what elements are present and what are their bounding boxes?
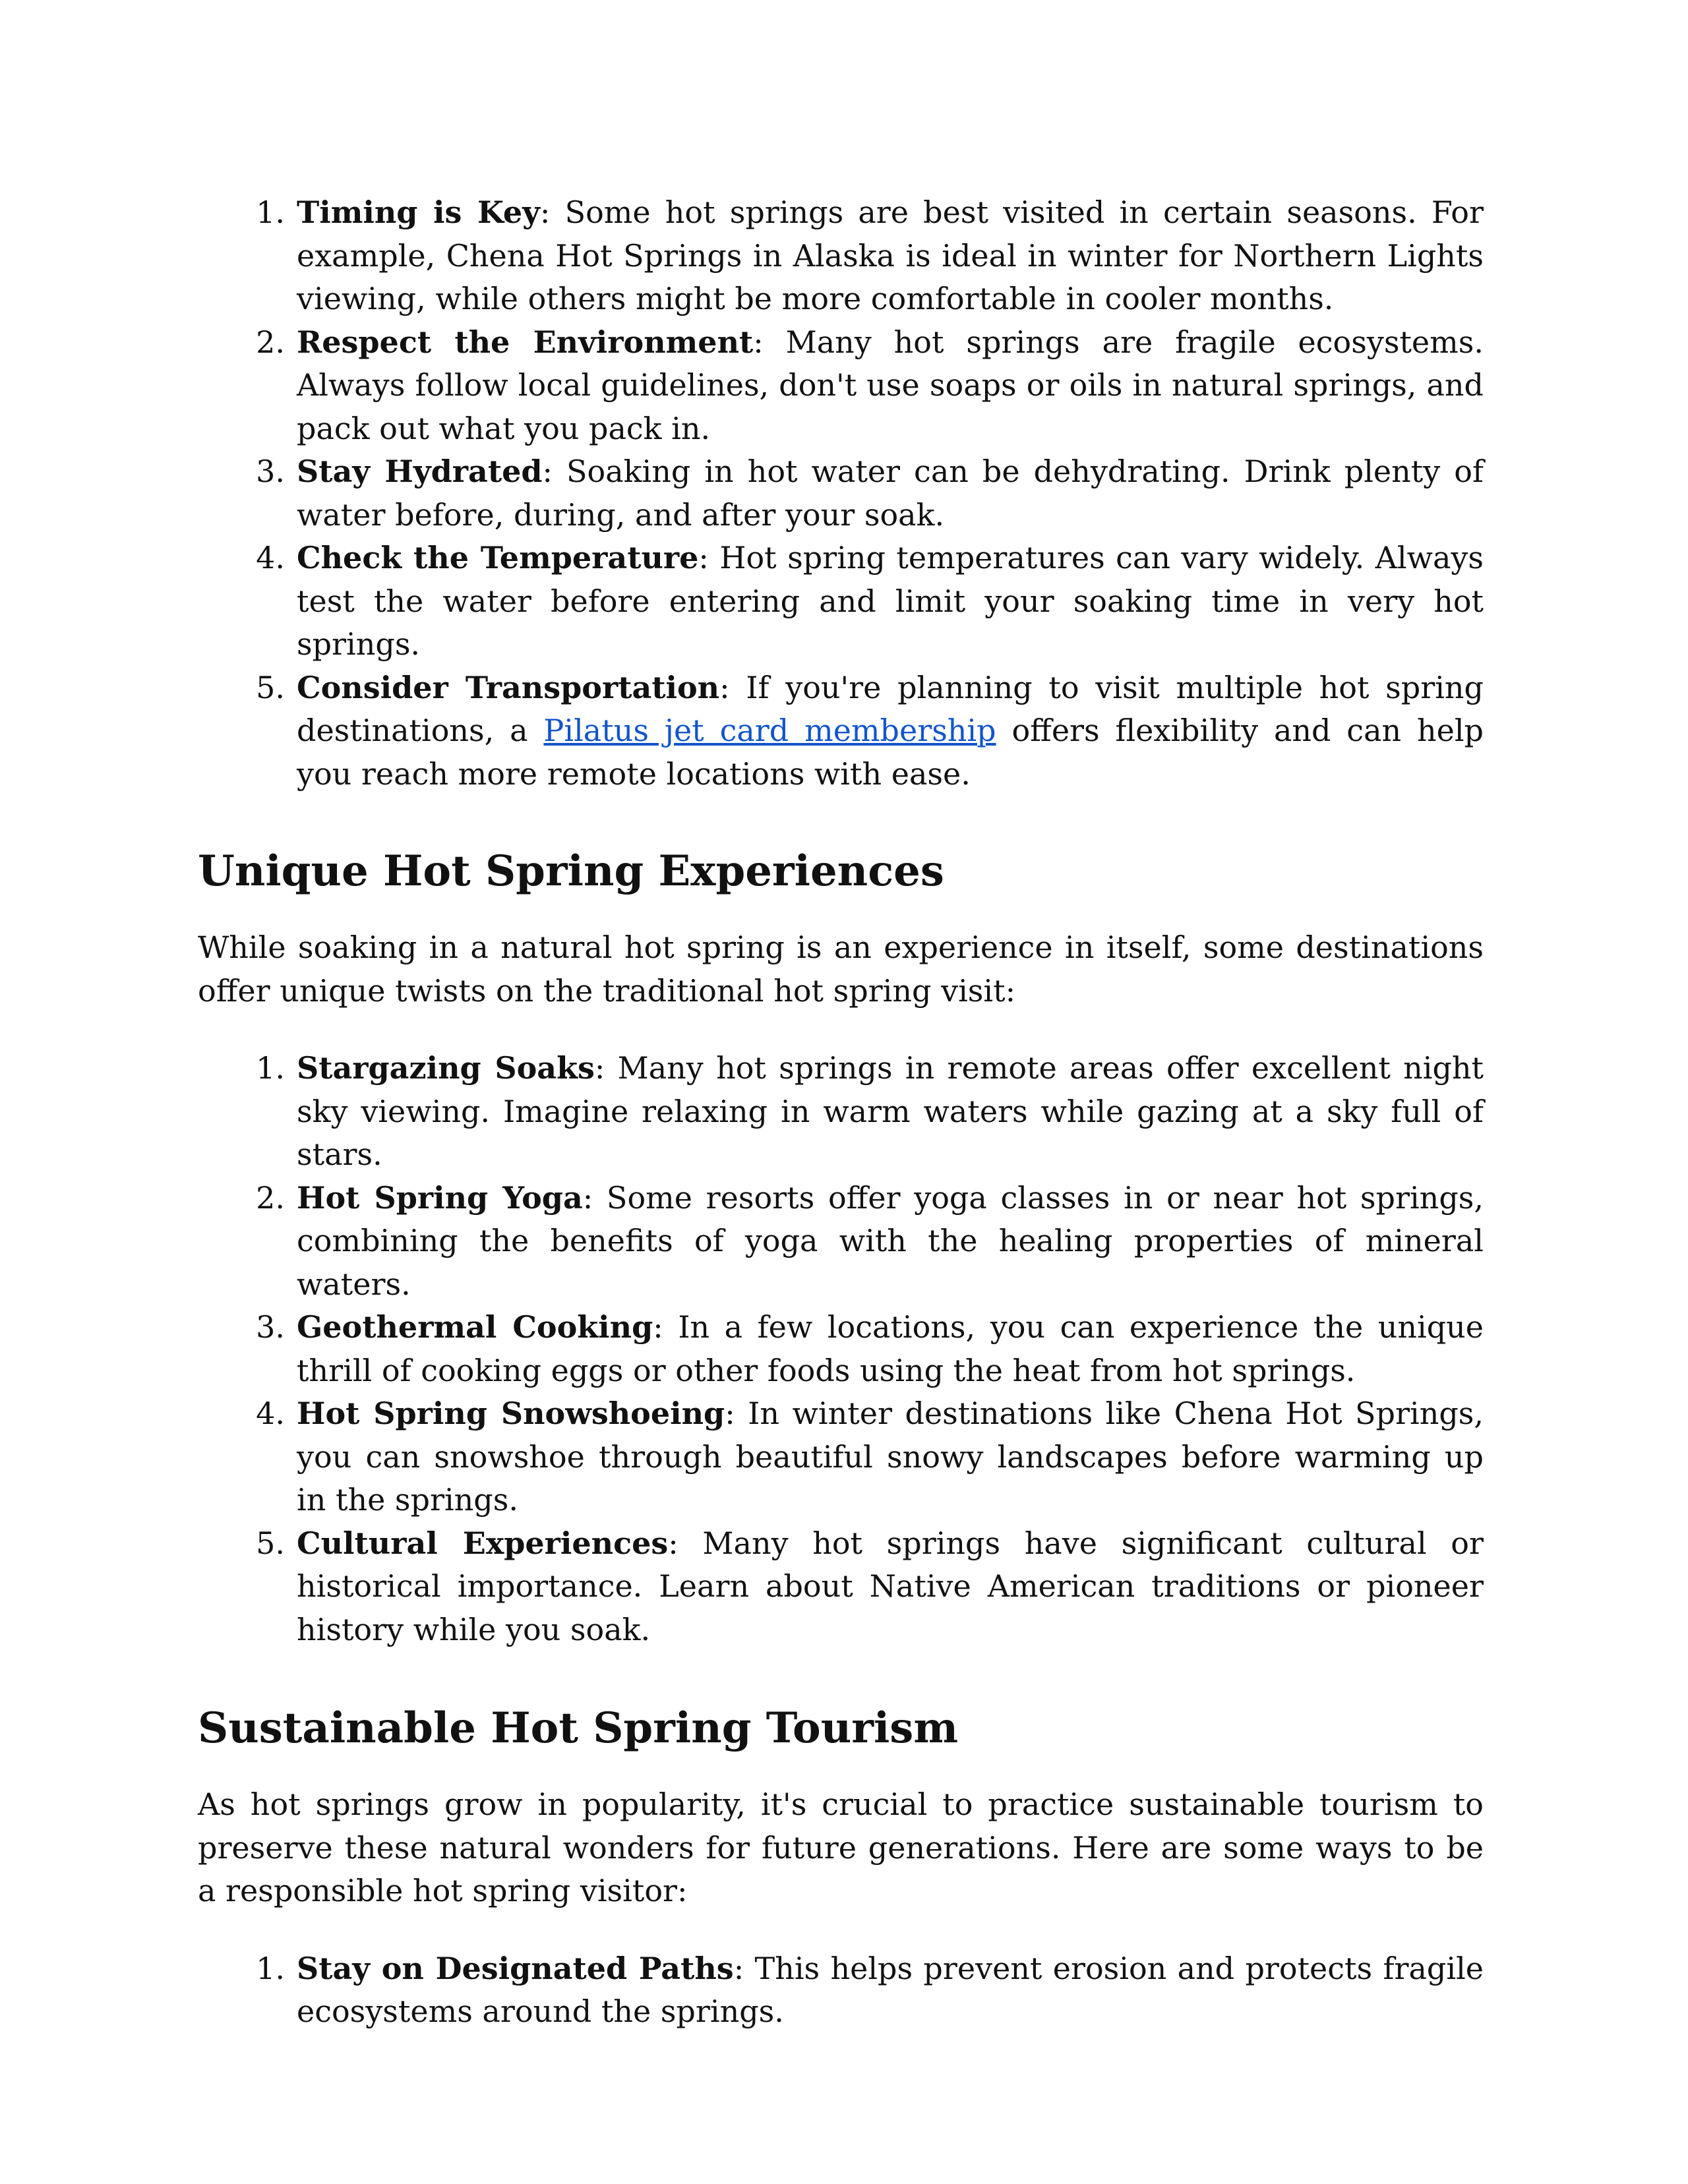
list-item-text: : Many hot springs have significant cultural or historical importance. Learn about Native American traditions or pioneer history while you soak. — [297, 1525, 1484, 1647]
list-item-text: : Many hot springs in remote areas offer excellent night sky viewing. Imagine relaxing in warm waters while gazing at a sky full of stars. — [297, 1050, 1484, 1172]
list-number: 2. — [256, 324, 285, 360]
list-item-text: : In a few locations, you can experience the unique thrill of cooking eggs or other foods using the heat from hot springs. — [297, 1309, 1484, 1388]
sustainable-tips-list — [198, 1947, 1484, 2034]
list-item-term: Respect the Environment — [297, 324, 754, 360]
document-page — [198, 191, 1484, 2034]
list-number: 5. — [256, 669, 285, 705]
list-item-text: : Hot spring temperatures can vary widely. Always test the water before entering and limit your soaking time in very hot springs. — [297, 540, 1484, 662]
list-item-term: Consider Transportation — [297, 669, 720, 705]
list-item-term: Hot Spring Snowshoeing — [297, 1396, 725, 1431]
list-item-term: Hot Spring Yoga — [297, 1179, 583, 1216]
list-item-text: : If you're planning to visit multiple hot spring destinations, a — [297, 669, 1484, 748]
list-item — [198, 537, 1484, 666]
pilatus-jet-card-link[interactable]: Pilatus jet card membership — [543, 713, 996, 748]
travel-tips-list — [198, 191, 1484, 796]
list-item — [198, 450, 1484, 537]
list-number: 1. — [256, 194, 285, 230]
list-item-text: : In winter destinations like Chena Hot Springs, you can snowshoe through beautiful snowy landscapes before warming up in the springs. — [297, 1396, 1484, 1518]
section-intro-paragraph: While soaking in a natural hot spring is an experience in itself, some destinations offer unique twists on the traditional hot spring visit: — [198, 930, 1484, 1009]
list-item — [198, 1392, 1484, 1522]
list-item-term: Stay on Designated Paths — [297, 1950, 734, 1986]
section-intro-paragraph: As hot springs grow in popularity, it's crucial to practice sustainable tourism to preserve these natural wonders for future generations. Here are some ways to be a responsible hot spring visitor: — [198, 1786, 1484, 1908]
list-item-text: : Some resorts offer yoga classes in or near hot springs, combining the benefits of yoga with the healing properties of mineral waters. — [297, 1179, 1484, 1302]
list-item — [198, 1947, 1484, 2034]
list-item-term: Stay Hydrated — [297, 454, 543, 489]
list-item-term: Cultural Experiences — [297, 1525, 669, 1561]
section-heading-sustainable-tourism: Sustainable Hot Spring Tourism — [198, 1703, 959, 1753]
list-item — [198, 1177, 1484, 1307]
list-number: 1. — [256, 1050, 285, 1086]
section-heading-unique-experiences: Unique Hot Spring Experiences — [198, 846, 944, 896]
list-item — [198, 191, 1484, 321]
list-item-term: Geothermal Cooking — [297, 1309, 653, 1345]
list-number: 1. — [256, 1950, 285, 1986]
list-item — [198, 1522, 1484, 1652]
list-number: 4. — [256, 1396, 285, 1431]
list-item-text: : This helps prevent erosion and protects fragile ecosystems around the springs. — [297, 1950, 1484, 2029]
list-number: 3. — [256, 454, 285, 489]
list-number: 5. — [256, 1525, 285, 1561]
list-item-text: : Soaking in hot water can be dehydrating. Drink plenty of water before, during, and after your soak. — [297, 454, 1484, 533]
list-item-text: : Some hot springs are best visited in certain seasons. For example, Chena Hot Springs in Alaska is ideal in winter for Northern Lights viewing, while others might be more comfortable in cooler months. — [297, 194, 1484, 316]
list-item-term: Stargazing Soaks — [297, 1050, 595, 1086]
list-item — [198, 1047, 1484, 1177]
list-item-text: : Many hot springs are fragile ecosystems. Always follow local guidelines, don't use soaps or oils in natural springs, and pack out what you pack in. — [297, 324, 1484, 446]
list-item — [198, 1306, 1484, 1392]
list-item-term: Timing is Key — [297, 194, 540, 230]
list-number: 3. — [256, 1309, 285, 1345]
list-item — [198, 321, 1484, 451]
list-item-text: offers flexibility and can help you reach more remote locations with ease. — [297, 713, 1484, 792]
list-item — [198, 666, 1484, 796]
unique-experiences-list — [198, 1047, 1484, 1651]
list-number: 2. — [256, 1179, 285, 1216]
list-item-term: Check the Temperature — [297, 540, 699, 576]
list-number: 4. — [256, 540, 285, 576]
